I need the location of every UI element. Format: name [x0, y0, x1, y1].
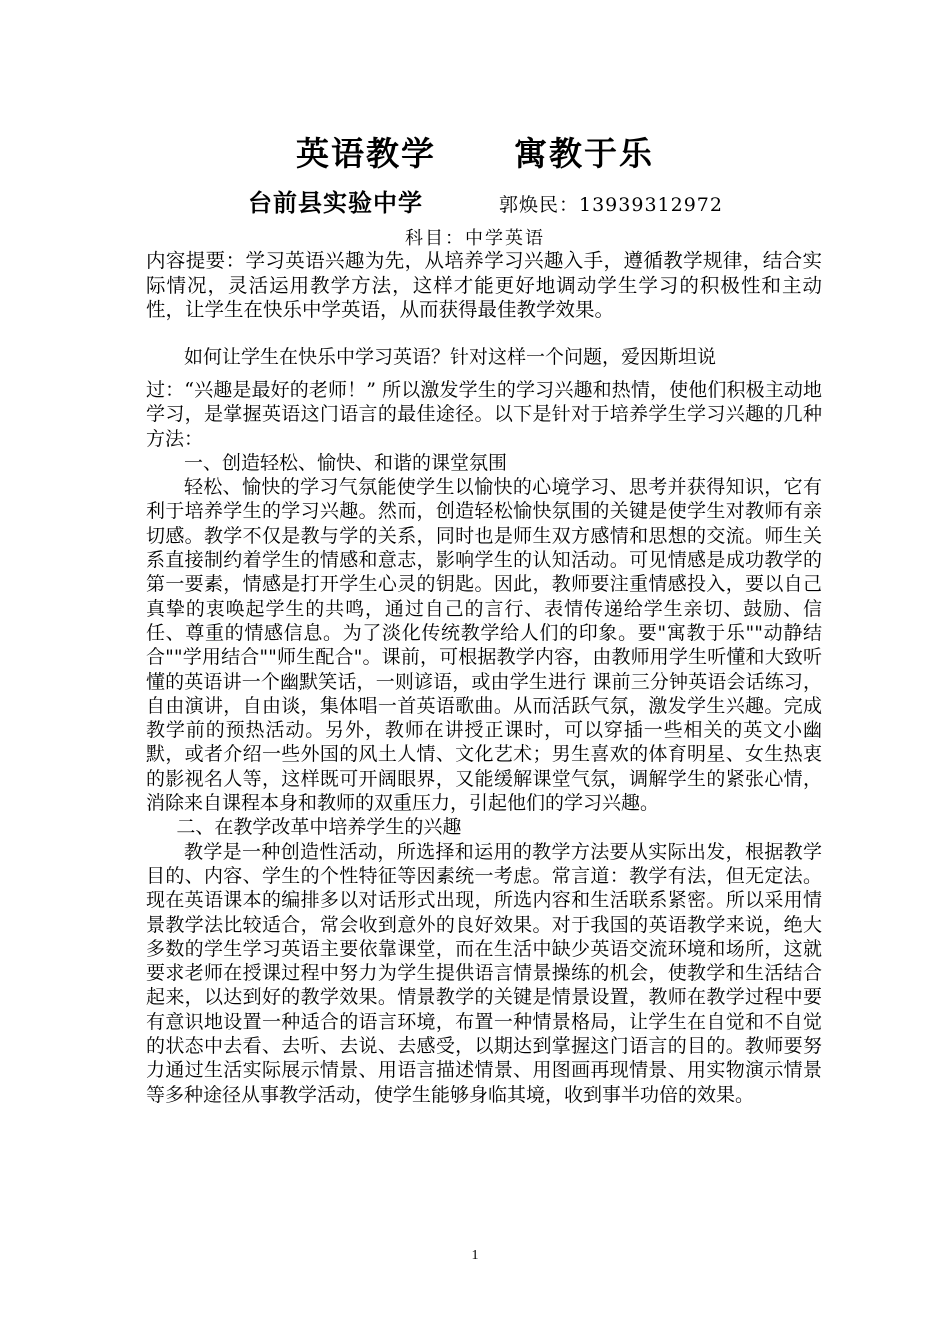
section-heading-1: 一、创造轻松、愉快、和谐的课堂氛围 — [184, 451, 508, 474]
byline — [248, 183, 723, 218]
page-number: 1 — [471, 1248, 479, 1263]
section-paragraph-1: 轻松、愉快的学习气氛能使学生以愉快的心境学习、思考并获得知识，它有利于培养学生的学习兴趣。然而，创造轻松愉快氛围的关键是使学生对教师有亲切感。教学不仅是教与学的关系，同时也是师生双方感情和思想的交流。师生关系直接制约着学生的情感和意志，影响学生的认知活动。可见情感是成功教学的第一要素，情感是打开学生心灵的钥匙。因此，教师要注重情感投入，要以自己真挚的衷唤起学生的共鸣，通过自己的言行、表情传递给学生亲切、鼓励、信任、尊重的情感信息。为了淡化传统教学给人们的印象。要"寓教于乐""动静结合""学用结合""师生配合"。课前，可根据教学内容，由教师用学生听懂和大致听懂的英语讲一个幽默笑话，一则谚语，或由学生进行 课前三分钟英语会话练习，自由演讲，自由谈，集体唱一首英语歌曲。从而活跃气氛，激发学生兴趣。完成教学前的预热活动。另外，教师在讲授正课时，可以穿插一些相关的英文小幽默，或者介绍一些外国的风土人情、文化艺术；男生喜欢的体育明星、女生热衷的影视名人等，这样既可开阔眼界，又能缓解课堂气氛，调解学生的紧张心情，消除来自课程本身和教师的双重压力，引起他们的学习兴趣。 — [146, 476, 822, 815]
title-part-2: 寓教于乐 — [514, 134, 654, 173]
section-heading-2: 二、在教学改革中培养学生的兴趣 — [176, 816, 462, 839]
document-title — [0, 128, 950, 175]
intro-paragraph: 过：“兴趣是最好的老师！” 所以激发学生的学习兴趣和热情，使他们积极主动地学习，是掌握英语这门语言的最佳途径。以下是针对于培养学生学习兴趣的几种方法： — [146, 379, 822, 450]
author-contact: 郭焕民：13939312972 — [499, 194, 723, 216]
school-name: 台前县实验中学 — [248, 189, 423, 217]
title-part-1: 英语教学 — [296, 134, 436, 173]
body-text — [146, 378, 822, 1107]
intro-first-line: 如何让学生在快乐中学习英语？针对这样一个问题，爱因斯坦说 — [184, 346, 717, 368]
section-paragraph-2: 教学是一种创造性活动，所选择和运用的教学方法要从实际出发，根据教学目的、内容、学生的个性特征等因素统一考虑。常言道：教学有法，但无定法。现在英语课本的编排多以对话形式出现，所选内容和生活联系紧密。所以采用情景教学法比较适合，常会收到意外的良好效果。对于我国的英语教学来说，绝大多数的学生学习英语主要依靠课堂，而在生活中缺少英语交流环境和场所，这就要求老师在授课过程中努力为学生提供语言情景操练的机会，使教学和生活结合起来，以达到好的教学效果。情景教学的关键是情景设置，教师在教学过程中要有意识地设置一种适合的语言环境，布置一种情景格局，让学生在自觉和不自觉的状态中去看、去听、去说、去感受，以期达到掌握这门语言的目的。教师要努力通过生活实际展示情景、用语言描述情景、用图画再现情景、用实物演示情景等多种途径从事教学活动，使学生能够身临其境，收到事半功倍的效果。 — [146, 840, 822, 1106]
abstract: 内容提要：学习英语兴趣为先，从培养学习兴趣入手，遵循教学规律，结合实际情况，灵活运用教学方法，这样才能更好地调动学生学习的积极性和主动性，让学生在快乐中学英语，从而获得最佳教学效果。 — [146, 249, 822, 321]
subject-line: 科目：中学英语 — [405, 228, 545, 249]
